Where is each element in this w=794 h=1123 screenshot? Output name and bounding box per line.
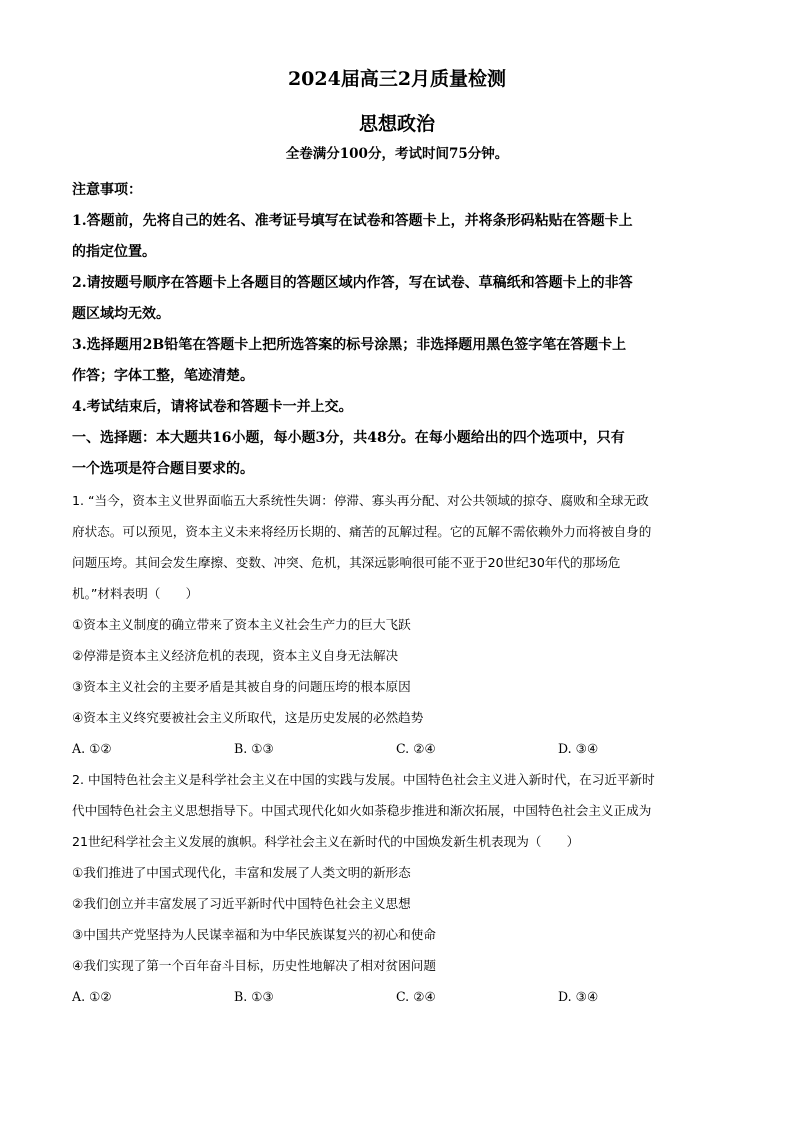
note-line: 题区域均无效。 bbox=[72, 306, 170, 322]
question-item: ②我们创立并丰富发展了习近平新时代中国特色社会主义思想 bbox=[72, 896, 411, 911]
exam-meta: 全卷满分100分，考试时间75分钟。 bbox=[285, 146, 509, 162]
question-item: ③资本主义社会的主要矛盾是其被自身的问题压垮的根本原因 bbox=[72, 679, 411, 694]
exam-page bbox=[72, 66, 722, 1012]
question-item: ④资本主义终究要被社会主义所取代，这是历史发展的必然趋势 bbox=[72, 710, 424, 725]
exam-title: 2024届高三2月质量检测 bbox=[287, 68, 507, 90]
notes-heading: 注意事项： bbox=[72, 182, 142, 198]
question-stem-line: 问题压垮。其间会发生摩擦、变数、冲突、危机，其深远影响很可能不亚于20世纪30年代的那场危 bbox=[72, 555, 621, 570]
question-stem-line: 代中国特色社会主义思想指导下。中国式现代化如火如荼稳步推进和渐次拓展，中国特色社会主义正成为 bbox=[72, 803, 652, 818]
option-d[interactable]: D. ③④ bbox=[558, 741, 599, 756]
question-stem-line: 机。”材料表明（ ） bbox=[72, 586, 199, 601]
question-item: ①资本主义制度的确立带来了资本主义社会生产力的巨大飞跃 bbox=[72, 617, 411, 632]
option-a[interactable]: A. ①② bbox=[72, 741, 112, 756]
option-d[interactable]: D. ③④ bbox=[558, 989, 599, 1004]
note-line: 1.答题前，先将自己的姓名、准考证号填写在试卷和答题卡上，并将条形码粘贴在答题卡上 bbox=[72, 213, 633, 229]
answer-options bbox=[72, 981, 722, 1012]
section-heading bbox=[72, 423, 722, 485]
option-c[interactable]: C. ②④ bbox=[396, 741, 436, 756]
option-c[interactable]: C. ②④ bbox=[396, 989, 436, 1004]
note-line: 的指定位置。 bbox=[72, 244, 156, 260]
option-b[interactable]: B. ①③ bbox=[234, 989, 274, 1004]
question-stem-line: 2. 中国特色社会主义是科学社会主义在中国的实践与发展。中国特色社会主义进入新时代，在习近平新时 bbox=[72, 772, 655, 787]
note-line: 作答；字体工整，笔迹清楚。 bbox=[72, 368, 254, 384]
option-a[interactable]: A. ①② bbox=[72, 989, 112, 1004]
note-line: 4.考试结束后，请将试卷和答题卡一并上交。 bbox=[72, 399, 353, 415]
question-item: ④我们实现了第一个百年奋斗目标，历史性地解决了相对贫困问题 bbox=[72, 958, 436, 973]
note-line: 3.选择题用2B铅笔在答题卡上把所选答案的标号涂黑；非选择题用黑色签字笔在答题卡上 bbox=[72, 337, 627, 353]
question-1 bbox=[72, 485, 722, 764]
section-line: 一、选择题：本大题共16小题，每小题3分，共48分。在每小题给出的四个选项中，只有 bbox=[72, 430, 625, 446]
question-item: ②停滞是资本主义经济危机的表现，资本主义自身无法解决 bbox=[72, 648, 399, 663]
answer-options bbox=[72, 733, 722, 764]
question-item: ③中国共产党坚持为人民谋幸福和为中华民族谋复兴的初心和使命 bbox=[72, 927, 436, 942]
notes-block bbox=[72, 175, 722, 423]
question-item: ①我们推进了中国式现代化，丰富和发展了人类文明的新形态 bbox=[72, 865, 411, 880]
question-stem-line: 21世纪科学社会主义发展的旗帜。科学社会主义在新时代的中国焕发新生机表现为（ ） bbox=[72, 834, 580, 849]
option-b[interactable]: B. ①③ bbox=[234, 741, 274, 756]
exam-subject: 思想政治 bbox=[358, 113, 435, 135]
question-stem-line: 1. “当今，资本主义世界面临五大系统性失调：停滞、寡头再分配、对公共领域的掠夺、腐败和全球无政 bbox=[72, 493, 649, 508]
section-line: 一个选项是符合题目要求的。 bbox=[72, 461, 254, 477]
note-line: 2.请按题号顺序在答题卡上各题目的答题区域内作答，写在试卷、草稿纸和答题卡上的非答 bbox=[72, 275, 633, 291]
question-stem-line: 府状态。可以预见，资本主义未来将经历长期的、痛苦的瓦解过程。它的瓦解不需依赖外力而将被自身的 bbox=[72, 524, 652, 539]
question-2 bbox=[72, 764, 722, 1012]
